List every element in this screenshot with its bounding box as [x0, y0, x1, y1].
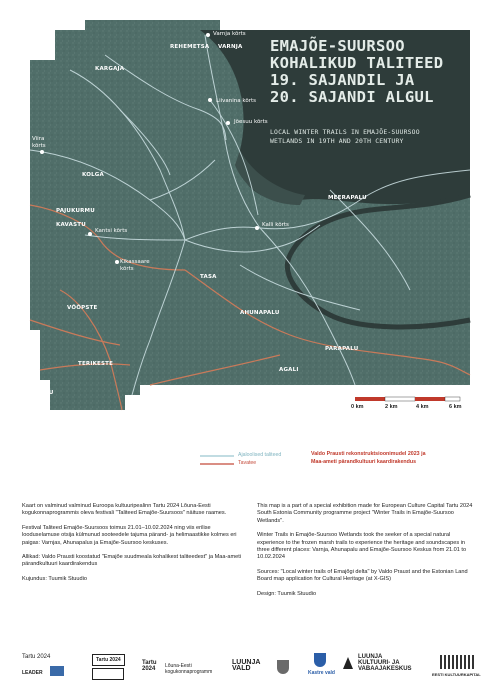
legend-historic-trails: Ajaloolised taliteed [238, 452, 282, 458]
title-line-1: EMAJÕE-SUURSOO [270, 37, 405, 55]
estonian-text [22, 503, 244, 590]
tartu-program-caption: Lõuna-Eesti kogukonnaprogramm [165, 663, 213, 675]
scale-label: 6 km [449, 404, 462, 410]
english-paragraph: Design: Tuumik Stuudio [257, 590, 317, 597]
english-text [257, 503, 479, 605]
estonian-paragraph: Kaart on valminud valminud Euroopa kultuuripealinn Tartu 2024 Lõuna-Eesti kogukonnaprogrammis oleva festivali "Taliteed Emajõe-Suursoos" näituse raames. [22, 503, 227, 517]
village-label: PARAPALU [325, 346, 359, 352]
luunja-culture-line: LUUNJA [358, 654, 383, 660]
map-subtitle [270, 128, 470, 145]
subtitle-line-2: WETLANDS IN 19TH AND 20TH CENTURY [270, 136, 404, 145]
kastre-vald-logo: Kastre vald [308, 670, 335, 676]
tavern-label: Kikassaare kõrts [120, 259, 150, 272]
tavern-marker [115, 260, 119, 264]
tartu-program-line: 2024 [142, 666, 156, 672]
tartu-program-logo [142, 660, 157, 672]
title-line-4: 20. SAJANDI ALGUL [270, 88, 434, 106]
tavern-label: Viira kõrts [32, 136, 46, 149]
tavern-label: Kalli kõrts [262, 222, 289, 228]
estonian-paragraph: Kujundus: Tuumik Stuudio [22, 575, 87, 582]
tartu-program-line: Tartu [142, 660, 157, 666]
village-label: AHUNAPALU [240, 310, 280, 316]
title-line-2: KOHALIKUD TALITEED [270, 54, 444, 72]
tavern-marker [40, 150, 44, 154]
village-label: VÕNNU [30, 390, 54, 396]
estonian-paragraph: Allikad: Valdo Prausti koostatud "Emajõe suudmeala kohalikest taliteedest" ja Maa-ameti pärandkultuuri kaardirakendus [22, 554, 242, 568]
tavern-marker [208, 98, 212, 102]
english-paragraph: Winter Trails in Emajõe-Suursoo Wetlands took the seeker of a special natural experience to the frozen marsh trails to experience the heritage and soundscapes in three different places: Varnja, Ahunapalu and Emajõe-Suursoo Keskus from 21.01 to 10.02.2024 [257, 532, 467, 561]
village-label: VÕÕPSTE [67, 305, 98, 311]
village-label: REHEMETSA [170, 44, 210, 50]
legend-roads: Tavatee [238, 460, 257, 466]
eesti-kultuurkapital-logo: EESTI KULTUURKAPITAL [432, 672, 481, 677]
luunja-vald-logo: LUUNJA VALD [232, 659, 261, 672]
tavern-label: Varnja kõrts [213, 31, 246, 37]
map-title [270, 38, 470, 106]
english-paragraph: This map is a part of a special exhibition made for European Culture Capital Tartu 2024 South Estonia Community programme project "Winter Trails in Emajõe-Suursoo Wetlands". [257, 503, 473, 524]
eesti-kultuurkapital-mark-icon [440, 655, 474, 669]
tavern-label: Kantsi kõrts [95, 228, 128, 234]
tavern-marker [206, 33, 210, 37]
tavern-label: Liivanina kõrts [216, 98, 257, 104]
tavern-marker [88, 232, 92, 236]
village-label: TERIKESTE [78, 361, 114, 367]
tavern-label: Jõesuu kõrts [234, 119, 268, 125]
luunja-culture-line: VABAAJAKESKUS [358, 666, 412, 672]
legend-swatches [200, 453, 236, 467]
village-label: PAJUKURMU [56, 208, 95, 214]
partner-logo [92, 668, 124, 680]
tavern-marker [226, 121, 230, 125]
village-label: LÄÄNISTE [130, 413, 162, 419]
map-source-line-2: Maa-ameti pärandkultuuri kaardirakendus [311, 459, 417, 465]
village-label: TASA [200, 274, 217, 280]
village-label: KOLGA [82, 172, 104, 178]
english-paragraph: Sources: "Local winter trails of Emajõgi delta" by Valdo Praust and the Estonian Land Board map application for Cultural Heritage (at X-GIS) [257, 568, 468, 583]
village-label: KARGAJA [95, 66, 125, 72]
title-line-3: 19. SAJANDIL JA [270, 71, 415, 89]
scale-bar [355, 397, 460, 401]
eu-flag-icon [50, 666, 64, 676]
tavern-marker [255, 226, 259, 230]
map-source-line-1: Valdo Prausti rekonstruktsioonimudel 2023 ja [311, 451, 426, 457]
scale-label: 4 km [416, 404, 429, 410]
kastre-coat-of-arms-icon [314, 653, 326, 667]
luunja-culture-mark-icon [343, 657, 353, 669]
scale-label: 2 km [385, 404, 398, 410]
village-label: KAVASTU [56, 222, 86, 228]
luunja-culture-logo [358, 654, 412, 672]
luunja-culture-line: KULTUURI- JA [358, 660, 400, 666]
village-label: MEERAPALU [328, 195, 367, 201]
estonian-paragraph: Festival Taliteed Emajõe-Suursoos toimus 21.01–10.02.2024 ning viis erilise looduselamuse otsija külmunud sooteedele tajuma pärand- ja helimaastikke kolmes eri paigas: Varnjas, Ahunapalus ja Emajõe-Suursoo keskuses. [22, 524, 237, 546]
coat-of-arms-icon [277, 660, 289, 674]
village-label: VARNJA [218, 44, 243, 50]
tartu-2024-logo: Tartu 2024 [22, 654, 51, 660]
subtitle-line-1: LOCAL WINTER TRAILS IN EMAJÕE-SUURSOO [270, 128, 420, 136]
scale-label: 0 km [351, 404, 364, 410]
leader-logo: LEADER [22, 670, 43, 676]
village-label: AGALI [279, 367, 299, 373]
tartu-2024-box-logo: Tartu 2024 [92, 654, 125, 666]
